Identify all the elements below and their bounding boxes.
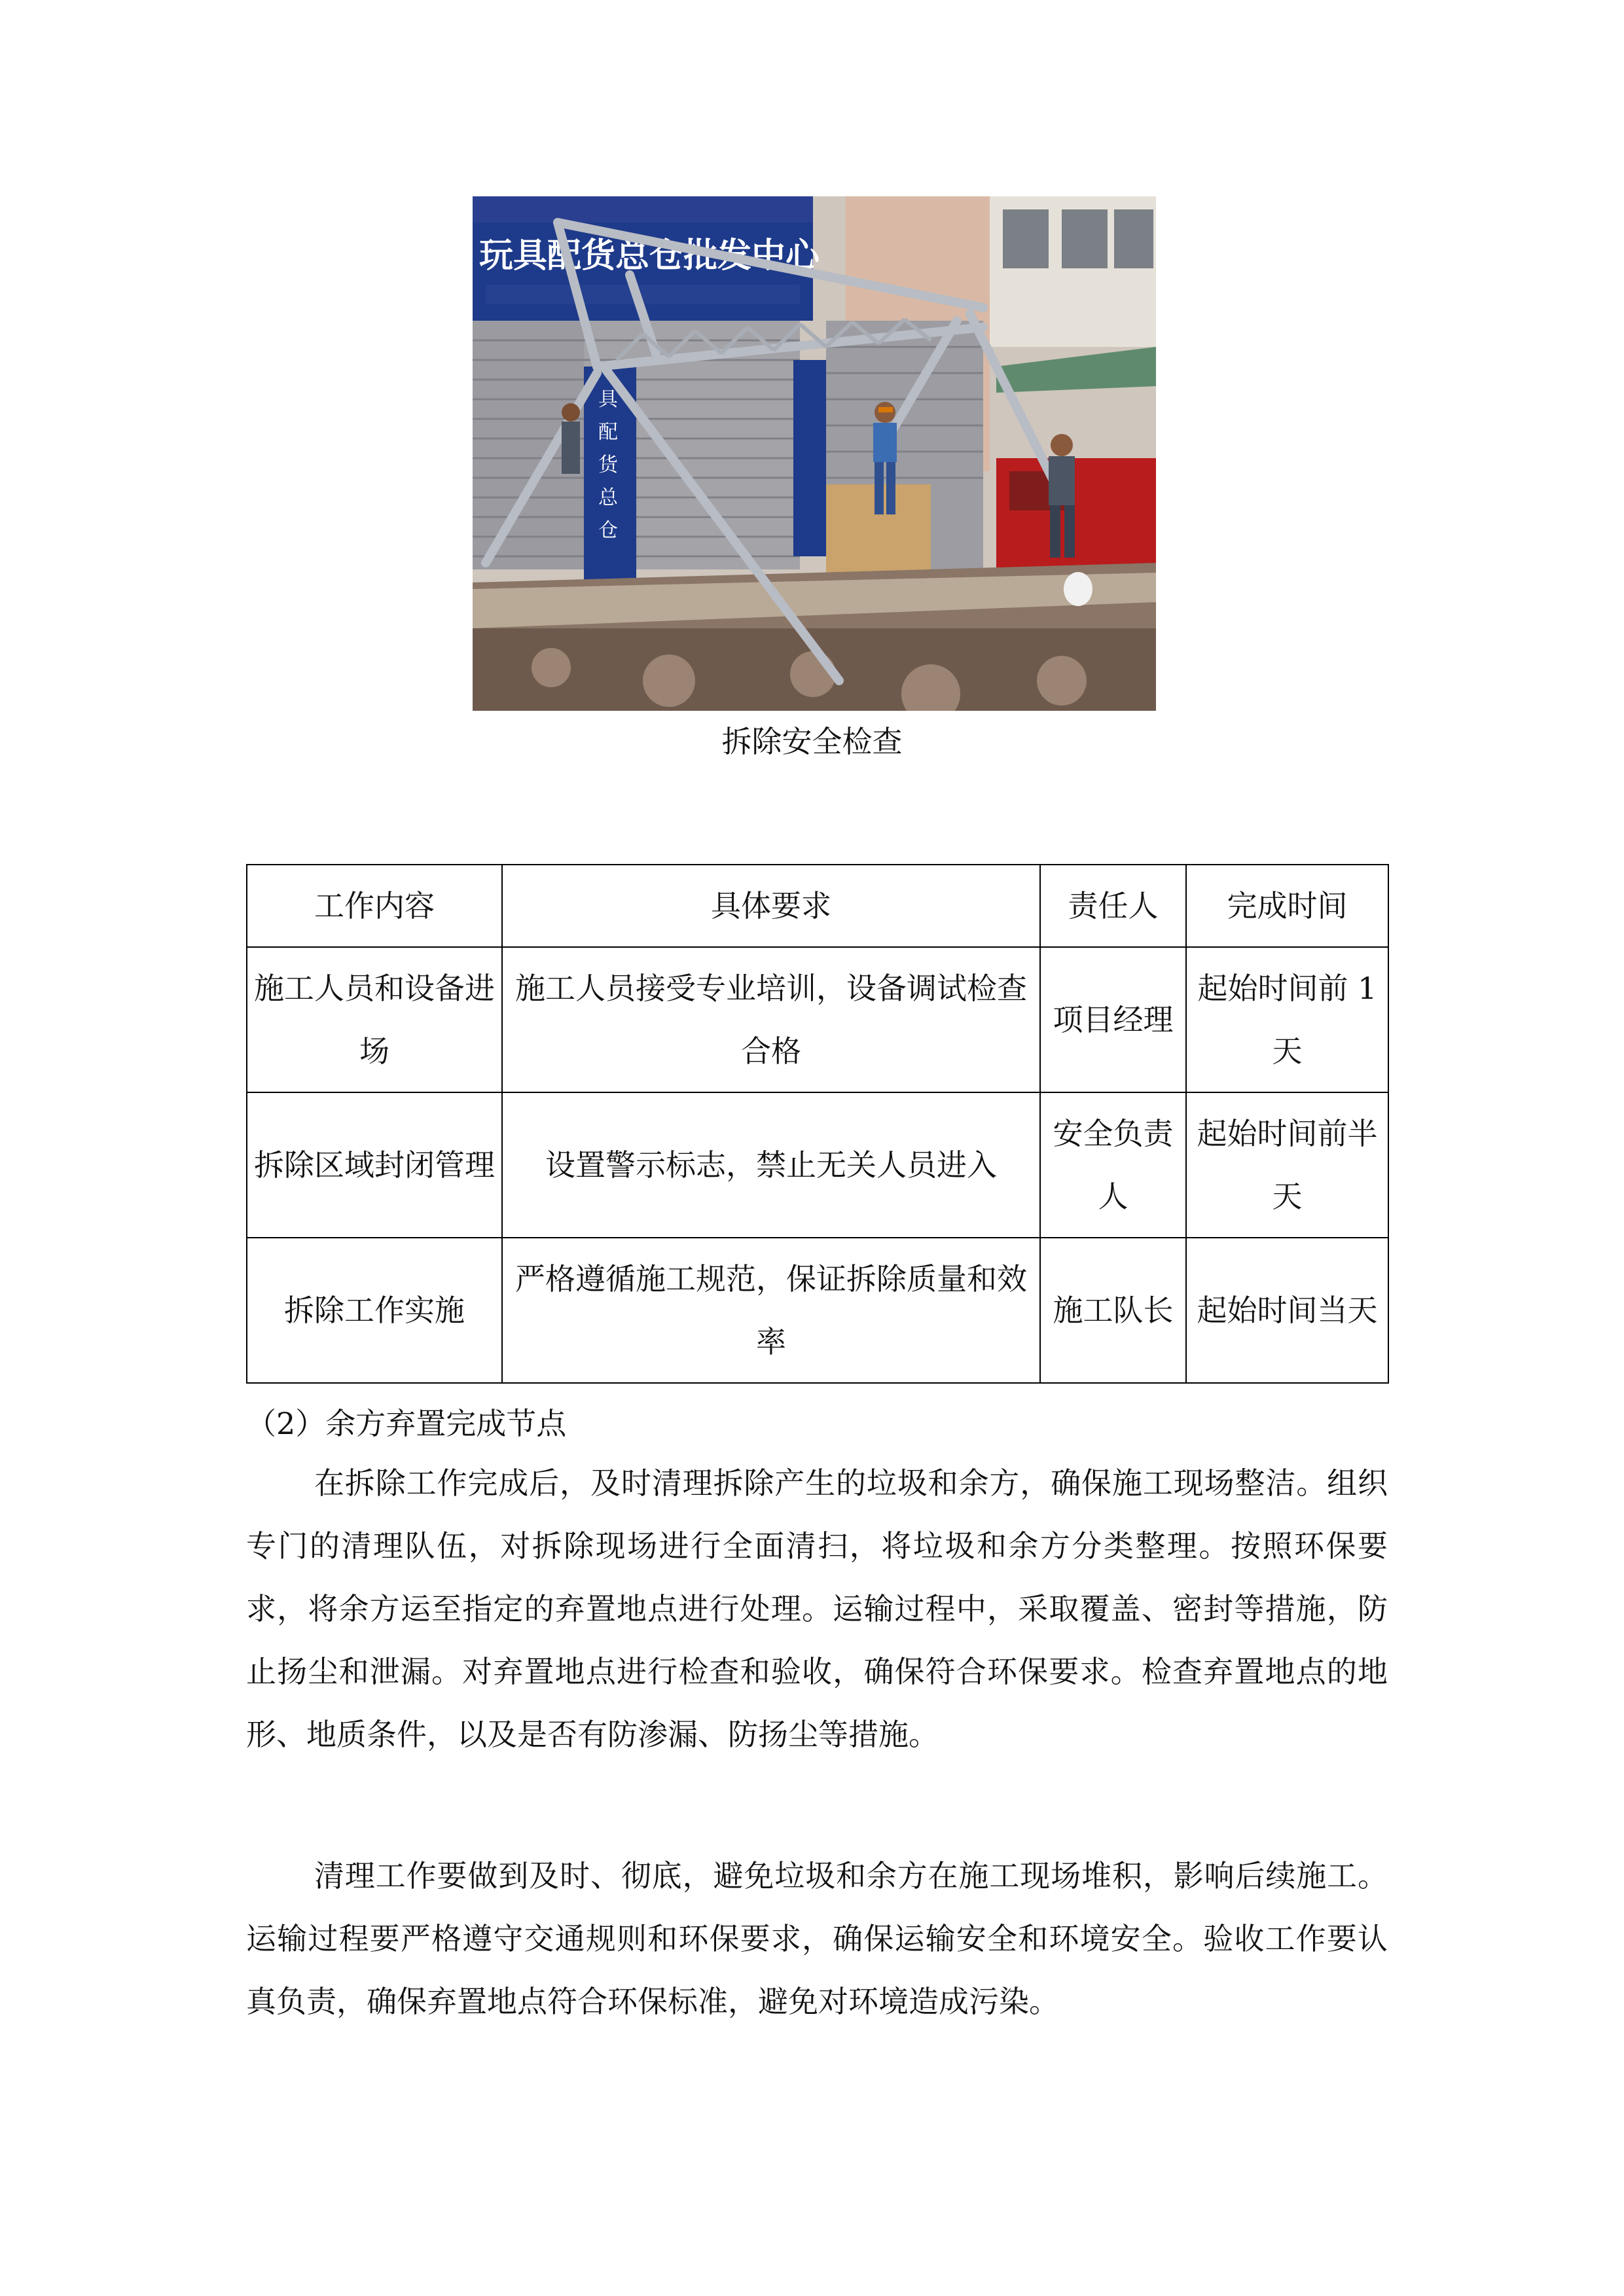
header-completion-time: 完成时间	[1186, 865, 1388, 947]
body-paragraph: 清理工作要做到及时、彻底，避免垃圾和余方在施工现场堆积，影响后续施工。运输过程要严格遵守交通规则和环保要求，确保运输安全和环境安全。验收工作要认真负责，确保弃置地点符合环保标准，避免对环境造成污染。	[246, 1858, 1388, 2019]
header-requirements: 具体要求	[502, 865, 1040, 947]
table-cell: 拆除工作实施	[247, 1238, 502, 1383]
body-paragraph: 在拆除工作完成后，及时清理拆除产生的垃圾和余方，确保施工现场整洁。组织专门的清理队伍，对拆除现场进行全面清扫，将垃圾和余方分类整理。按照环保要求，将余方运至指定的弃置地点进行处理。运输过程中，采取覆盖、密封等措施，防止扬尘和泄漏。对弃置地点进行检查和验收，确保符合环保要求。检查弃置地点的地形、地质条件，以及是否有防渗漏、防扬尘等措施。	[246, 1465, 1388, 1752]
section-heading: （2）余方弃置完成节点	[246, 1406, 567, 1441]
table-cell: 起始时间当天	[1186, 1238, 1388, 1383]
header-responsible: 责任人	[1040, 865, 1186, 947]
table-cell: 拆除区域封闭管理	[247, 1092, 502, 1238]
table-cell: 设置警示标志，禁止无关人员进入	[502, 1092, 1040, 1238]
svg-text:总: 总	[598, 486, 618, 509]
table-cell: 起始时间前半天	[1186, 1092, 1388, 1238]
table-cell: 施工队长	[1040, 1238, 1186, 1383]
svg-text:具: 具	[598, 388, 618, 411]
table-header-row	[247, 865, 1388, 947]
svg-text:货: 货	[598, 454, 618, 476]
sign-text: 玩具配货总仓批发中心	[479, 236, 820, 276]
table-row	[247, 947, 1388, 1092]
table-cell: 安全负责人	[1040, 1092, 1186, 1238]
schedule-table	[246, 864, 1389, 1384]
header-work-content: 工作内容	[247, 865, 502, 947]
table-cell: 施工人员和设备进场	[247, 947, 502, 1092]
worker-figure	[562, 403, 580, 474]
table-cell: 施工人员接受专业培训，设备调试检查合格	[502, 947, 1040, 1092]
demolition-photo	[473, 196, 1156, 711]
svg-text:配: 配	[598, 421, 618, 444]
table-row	[247, 1238, 1388, 1383]
figure-caption: 拆除安全检查	[721, 724, 903, 759]
table-cell: 起始时间前 1 天	[1186, 947, 1388, 1092]
table-cell: 项目经理	[1040, 947, 1186, 1092]
table-row	[247, 1092, 1388, 1238]
svg-text:仓: 仓	[598, 519, 618, 542]
table-cell: 严格遵循施工规范，保证拆除质量和效率	[502, 1238, 1040, 1383]
